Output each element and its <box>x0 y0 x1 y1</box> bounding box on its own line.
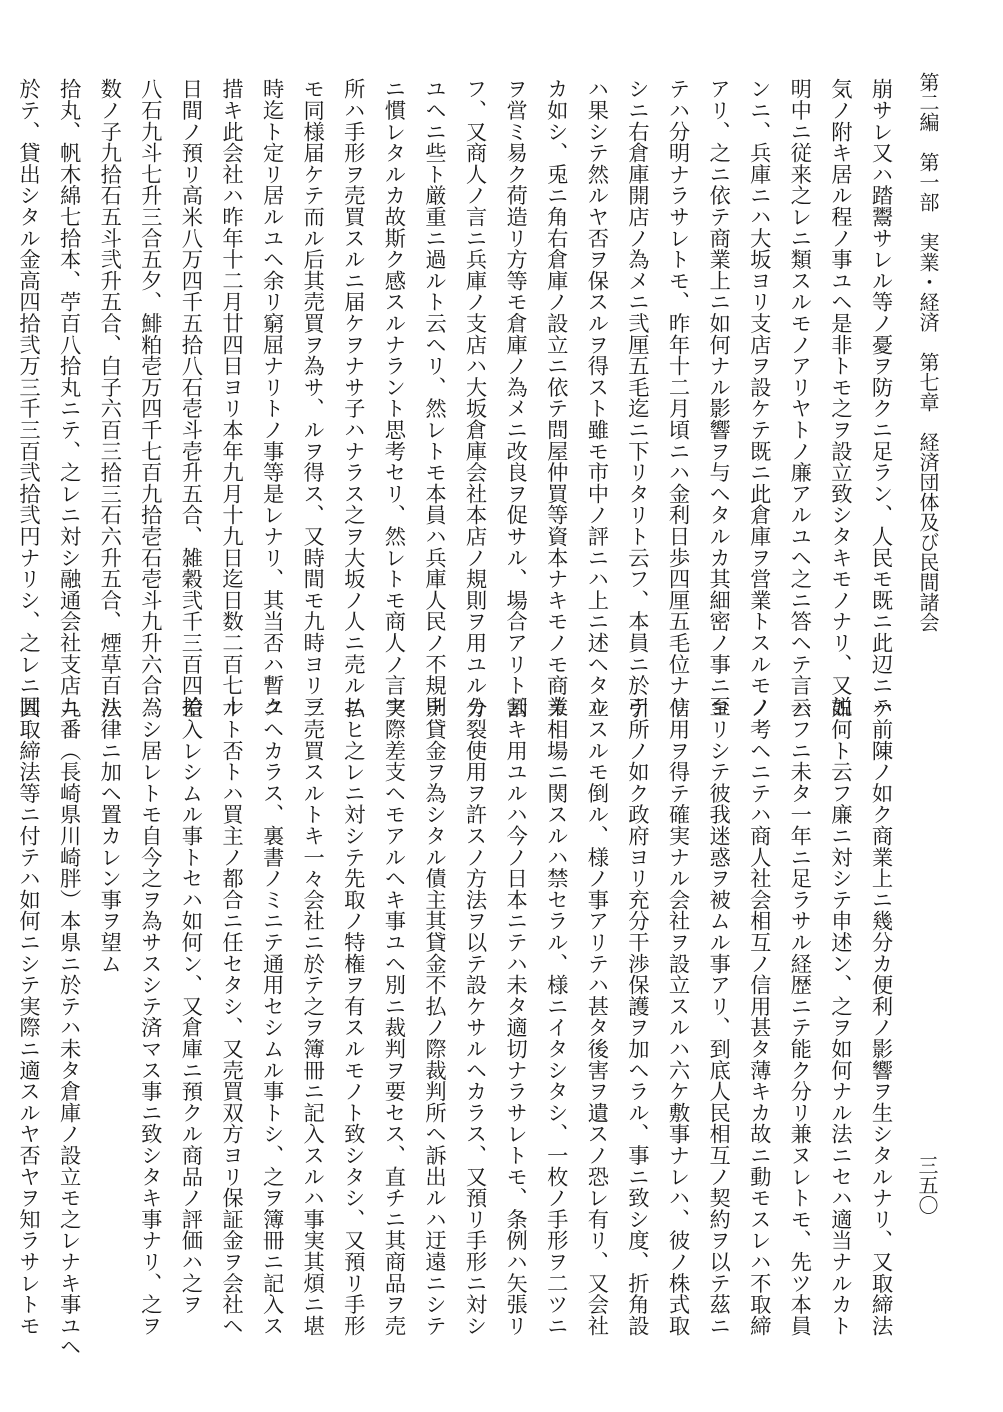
text-column: 差入レシムル事トセハ如何ン、又倉庫ニ預クル商品ノ評価ハ之ヲ <box>177 697 203 1315</box>
text-column: ヲ営ミ易ク荷造リ方等モ倉庫ノ為メニ改良ヲ促サル、場合アリト云 <box>502 78 528 717</box>
text-column: 於テ、貸出シタル金高四拾弐万三千三百弐拾弐円ナリシ、之レニ因 <box>15 78 41 717</box>
text-column: 日間ノ預リ高米八万四千五拾八石壱斗壱升五合、雑穀弐千三百四拾 <box>177 78 203 717</box>
text-column: フ、又商人ノ言ニ兵庫ノ支店ハ大坂倉庫会社本店ノ規則ヲ用ユルカ <box>462 78 488 717</box>
running-head: 第二編 第一部 実業・経済 第七章 経済団体及び民間諸会 <box>916 72 940 632</box>
text-column: 信用ヲ得テ確実ナル会社ヲ設立スルハ六ケ敷事ナレハ、彼ノ株式取 <box>665 697 691 1336</box>
text-column: ヨリシテ彼我迷惑ヲ被ムル事アリ、到底人民相互ノ契約ヲ以テ茲ニ <box>705 697 731 1336</box>
text-column: ンニ、兵庫ニハ大坂ヨリ支店ヲ設ケテ既ニ此倉庫ヲ営業トスルモノ <box>746 78 772 717</box>
text-column: モ同様届ケテ而ル后其売買ヲ為サ、ルヲ得ス、又時間モ九時ヨリ三 <box>299 78 325 717</box>
text-column: ユヘニ些ト厳重ニ過ルト云ヘリ、然レトモ本員ハ兵庫人民ノ不規則 <box>421 78 447 717</box>
text-column: 分裂使用ヲ許スノ方法ヲ以テ設ケサルヘカラス、又預リ手形ニ対シ <box>462 697 488 1336</box>
upper-text-block <box>15 78 900 717</box>
text-column: 割キ用ユルハ今ノ日本ニテハ未タ適切ナラサレトモ、条例ハ矢張リ <box>502 697 528 1336</box>
text-column: 為シ居レトモ自今之ヲ為サスシテ済マス事ニ致シタキ事ナリ、之ヲ <box>137 697 163 1336</box>
text-column: 時迄ト定リ居ルユヘ余リ窮屈ナリトノ事等是レナリ、其当否ハ暫ク <box>259 78 285 717</box>
text-column: 崩サレ又ハ踏鬻サレル等ノ憂ヲ防クニ足ラン、人民モ既ニ此辺ニハ <box>868 78 893 717</box>
text-column: 九番（長崎県川崎胖）本県ニ於テハ未タ倉庫ノ設立モ之レナキ事ユヘ <box>56 697 82 1358</box>
text-column: 数ノ子九拾石五斗弐升五合、白子六百三拾三石六升五合、煙草百八 <box>96 78 122 717</box>
text-column: ユヘカラス、裏書ノミニテ通用セシムル事トシ、之ヲ簿冊ニ記入ス <box>259 697 285 1336</box>
text-column: テ前陳ノ如ク商業上ニ幾分カ便利ノ影響ヲ生シタルナリ、又取締法 <box>868 697 893 1336</box>
text-column: ハ果シテ然ルヤ否ヲ保スルヲ得スト雖モ市中ノ評ニハ上ニ述ヘタル <box>583 78 609 717</box>
text-column: 払ヒ之レニ対シテ先取ノ特権ヲ有スルモノト致シタシ、又預リ手形 <box>340 697 366 1336</box>
text-column: シニ右倉庫開店ノ為メニ弐厘五毛迄ニ下リタリト云フ、本員ニ於テ <box>624 78 650 717</box>
text-column: テハ分明ナラサレトモ、昨年十二月頃ニハ金利日歩四厘五毛位ナリ <box>665 78 691 717</box>
text-column: ルト否トハ買主ノ都合ニ任セタシ、又売買双方ヨリ保証金ヲ会社ヘ <box>218 697 244 1336</box>
text-column: 其取締法等ニ付テハ如何ニシテ実際ニ適スルヤ否ヤヲ知ラサレトモ <box>15 697 41 1336</box>
text-column: 拾丸、帆木綿七拾本、苧百八拾丸ニテ、之レニ対シ融通会社支店ニ <box>56 78 82 717</box>
lower-text-block <box>15 697 900 1358</box>
text-column: 明中ニ従来之レニ類スルモノアリヤトノ廉アルユヘ之ニ答ヘテ言ハ <box>786 78 812 717</box>
text-column: アリ、之ニ依テ商業上ニ如何ナル影響ヲ与ヘタルカ其細密ノ事ニ至 <box>705 78 731 717</box>
text-column: 立スルモ倒ル、様ノ事アリテハ甚タ後害ヲ遺スノ恐レ有リ、又会社 <box>583 697 609 1336</box>
text-column: ニ慣レタルカ故斯ク感スルナラント思考セリ、然レトモ商人ノ言フ <box>380 78 406 717</box>
text-column: カ如シ、兎ニ角右倉庫ノ設立ニ依テ問屋仲買等資本ナキモノモ商業 <box>543 78 569 717</box>
text-column: 如何ト云フ廉ニ対シテ申述ン、之ヲ如何ナル法ニセハ適当ナルカト <box>827 697 853 1336</box>
page-number: 三五〇 <box>915 1155 939 1215</box>
text-column: 引所ノ如ク政府ヨリ充分干渉保護ヲ加ヘラル、事ニ致シ度、折角設 <box>624 697 650 1336</box>
text-column: テ貸金ヲ為シタル債主其貸金不払ノ際裁判所ヘ訴出ルハ迂遠ニシテ <box>421 697 447 1336</box>
text-column: 措キ此会社ハ昨年十二月廿四日ヨリ本年九月十九日迄日数二百七十 <box>218 78 244 717</box>
text-column: カ相場ニ関スルハ禁セラル、様ニイタシタシ、一枚ノ手形ヲ二ツニ <box>543 697 569 1336</box>
text-column: ノ考ヘニテハ商人社会相互ノ信用甚タ薄キカ故ニ動モスレハ不取締 <box>746 697 772 1336</box>
text-column: 気ノ附キ居ル程ノ事ユヘ是非トモ之ヲ設立致シタキモノナリ、又説 <box>827 78 853 717</box>
text-column: 実際差支ヘモアルヘキ事ユヘ別ニ裁判ヲ要セス、直チニ其商品ヲ売 <box>380 697 406 1336</box>
text-column: 所ハ手形ヲ売買スルニ届ケヲナサ子ハナラス之ヲ大坂ノ人ニ売ルニ <box>340 78 366 717</box>
text-column: 八石九斗七升三合五夕、鯡粕壱万四千七百九拾壱石壱斗九升六合、 <box>137 78 163 717</box>
text-column: 云フニ未タ一年ニ足ラサル経歴ニテ能ク分リ兼ヌレトモ、先ツ本員 <box>786 697 812 1336</box>
text-column: 法律ニ加ヘ置カレン事ヲ望ム <box>96 697 122 974</box>
text-column: ヲ売買スルトキ一々会社ニ於テ之ヲ簿冊ニ記入スルハ事実其煩ニ堪 <box>299 697 325 1336</box>
